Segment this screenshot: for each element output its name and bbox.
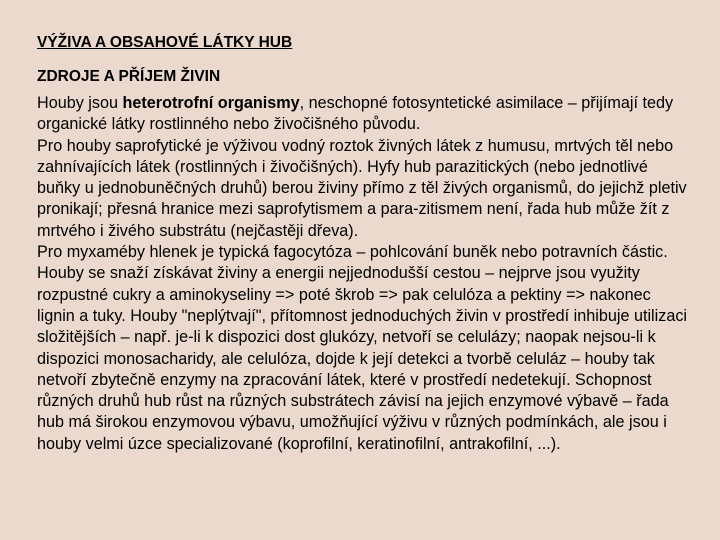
document-body: [37, 93, 690, 455]
paragraph-nutrient-strategy: Houby se snaží získávat živiny a energii nejjednodušší cestou – nejprve jsou využity rozpustné cukry a aminokyseliny => poté škrob => pak celulóza a pektiny => nakonec lignin a tuky. Houby "neplýtvají", přítomnost jednoduchých živin v prostředí inhibuje utilizaci složitějších – např. je-li k dispozici dost glukózy, netvoří se celulázy; naopak nejsou-li k dispozici monosacharidy, ale celulóza, dojde k její detekci a tvorbě celuláz – houby tak netvoří zbytečně enzymy na zpracování látek, které v prostředí nedetekují. Schopnost různých druhů hub růst na různých substrátech závisí na jejich enzymové výbavě – řada hub má širokou enzymovou výbavu, umožňující výživu v různých podmínkách, ale jsou i houby velmi úzce specializované (koprofilní, keratinofilní, antrakofilní, ...).: [37, 264, 688, 453]
paragraph-1-lead: Houby jsou: [37, 94, 123, 112]
section-heading: ZDROJE A PŘÍJEM ŽIVIN: [37, 68, 221, 85]
paragraph-1-rest: , neschopné fotosyntetické asimilace – přijímají tedy organické látky rostlinného nebo živočišného původu.: [37, 94, 674, 134]
paragraph-1-emphasis: heterotrofní organismy: [122, 94, 300, 112]
paragraph-saprophytes: Pro houby saprofytické je výživou vodný roztok živných látek z humusu, mrtvých těl nebo zahnívajících látek (rostlinných i živočišných). Hyfy hub parazitických (nebo jednotlivé buňky u jednobuněčných druhů) berou živiny přímo z těl živých organismů, do jejichž pletiv pronikají; přesná hranice mezi saprofytismem a para-zitismem není, řada hub může žít z mrtvého i živého substrátu (nejčastěji dřeva).: [37, 136, 687, 240]
paragraph-heterotrophy: [37, 93, 690, 136]
paragraph-myxamoebae: Pro myxaméby hlenek je typická fagocytóza – pohlcování buněk nebo potravních částic.: [37, 243, 668, 262]
document-title: VÝŽIVA A OBSAHOVÉ LÁTKY HUB: [37, 34, 293, 51]
